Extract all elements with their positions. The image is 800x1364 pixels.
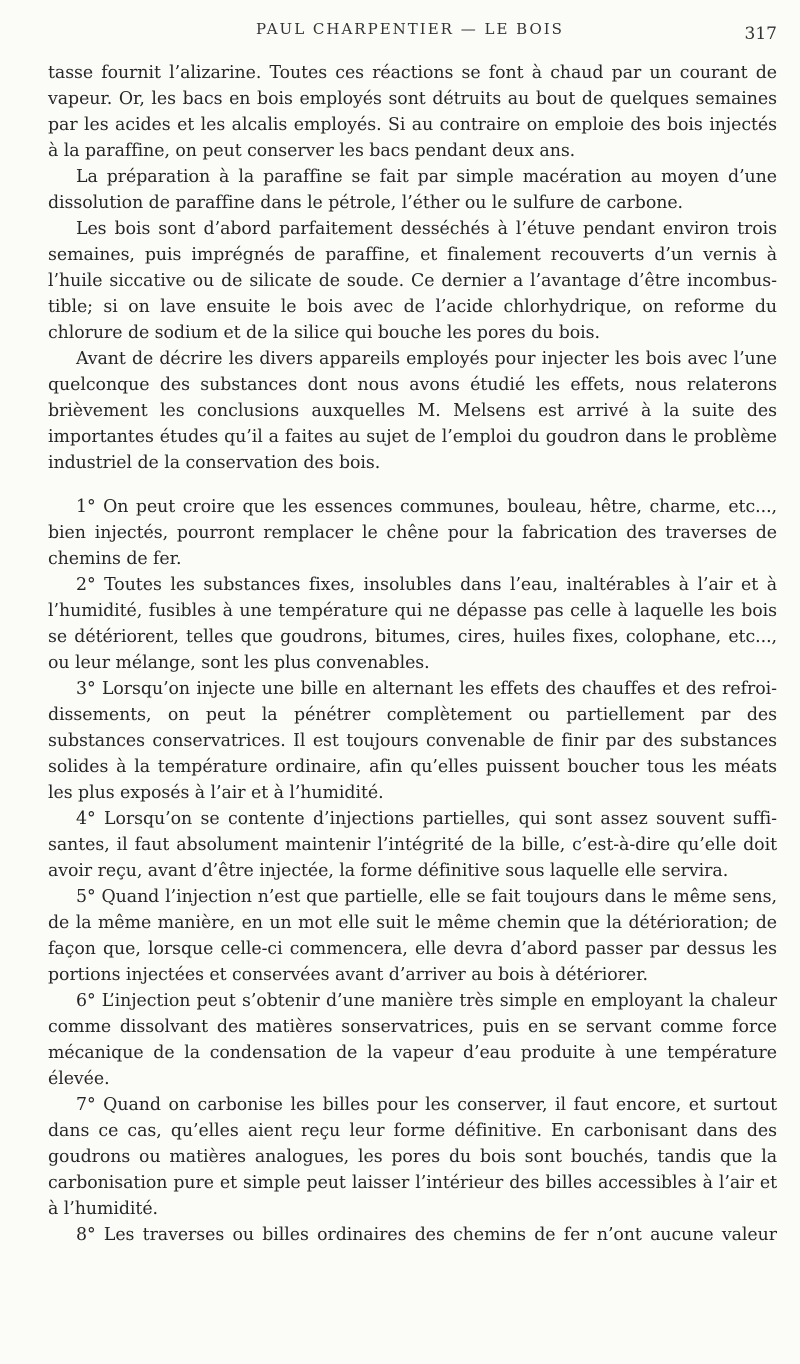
- paragraph-continued-alizarine: tasse fournit l’alizarine. Toutes ces réactions se font à chaud par un courant de vapeur. Or, les bacs en bois employés sont détruits au bout de quelques semaines par les acides et les alcalis employés. Si au contraire on emploie des bois injectés à la paraffine, on peut conserver les bacs pendant deux ans.: [48, 63, 777, 161]
- numbered-conclusion-2: 2° Toutes les substances fixes, insolubles dans l’eau, inaltérables à l’air et à l’humidité, fusibles à une température qui ne dépasse pas celle à laquelle les bois se détériorent, telles que goudrons, bitumes, cires, huiles fixes, colophane, etc..., ou leur mélange, sont les plus convenables.: [48, 575, 777, 673]
- running-header: [0, 20, 800, 50]
- numbered-conclusion-3: 3° Lorsqu’on injecte une bille en alternant les effets des chauffes et des refroidissements, on peut la pénétrer complètement ou partiellement par des substances conservatrices. Il est toujours convenable de finir par des substances solides à la température ordinaire, afin qu’elles puissent boucher tous les méats les plus exposés à l’air et à l’humidité.: [48, 679, 777, 803]
- numbered-conclusion-1: 1° On peut croire que les essences communes, bouleau, hêtre, charme, etc..., bien injectés, pourront remplacer le chêne pour la fabrication des traverses de chemins de fer.: [48, 497, 777, 569]
- body-text: [48, 60, 777, 1248]
- numbered-conclusion-5: 5° Quand l’injection n’est que partielle, elle se fait toujours dans le même sens, de la même manière, en un mot elle suit le même chemin que la détérioration; de façon que, lorsque celle-ci commencera, elle devra d’abord passer par dessus les portions injectées et conservées avant d’arriver au bois à détériorer.: [48, 887, 777, 985]
- numbered-conclusion-4: 4° Lorsqu’on se contente d’injections partielles, qui sont assez souvent suffisantes, il faut absolument maintenir l’intégrité de la bille, c’est-à-dire qu’elle doit avoir reçu, avant d’être injectée, la forme définitive sous laquelle elle servira.: [48, 809, 777, 881]
- paragraph-drying-and-varnish: Les bois sont d’abord parfaitement desséchés à l’étuve pendant environ trois semaines, puis imprégnés de paraffine, et finalement recouverts d’un vernis à l’huile siccative ou de silicate de soude. Ce dernier a l’avantage d’être incombustible; si on lave ensuite le bois avec de l’acide chlorhydrique, on reforme du chlorure de sodium et de la silice qui bouche les pores du bois.: [48, 219, 777, 343]
- page-number: 317: [744, 24, 777, 44]
- paragraph-melsens-intro: Avant de décrire les divers appareils employés pour injecter les bois avec l’une quelconque des substances dont nous avons étudié les effets, nous relaterons brièvement les conclusions auxquelles M. Melsens est arrivé à la suite des importantes études qu’il a faites au sujet de l’emploi du goudron dans le problème industriel de la conservation des bois.: [48, 349, 777, 473]
- numbered-conclusion-8: 8° Les traverses ou billes ordinaires des chemins de fer n’ont aucune valeur: [76, 1225, 777, 1245]
- paragraph-paraffin-preparation: La préparation à la paraffine se fait par simple macération au moyen d’une dissolution de paraffine dans le pétrole, l’éther ou le sulfure de carbone.: [48, 167, 777, 213]
- numbered-conclusion-7: 7° Quand on carbonise les billes pour les conserver, il faut encore, et surtout dans ce cas, qu’elles aient reçu leur forme définitive. En carbonisant dans des goudrons ou matières analogues, les pores du bois sont bouchés, tandis que la carbonisation pure et simple peut laisser l’intérieur des billes accessibles à l’air et à l’humidité.: [48, 1095, 777, 1219]
- numbered-conclusion-6: 6° L’injection peut s’obtenir d’une manière très simple en employant la chaleur comme dissolvant des matières sonservatrices, puis en se servant comme force mécanique de la condensation de la vapeur d’eau produite à une température élevée.: [48, 991, 777, 1089]
- running-title: PAUL CHARPENTIER — LE BOIS: [256, 20, 564, 38]
